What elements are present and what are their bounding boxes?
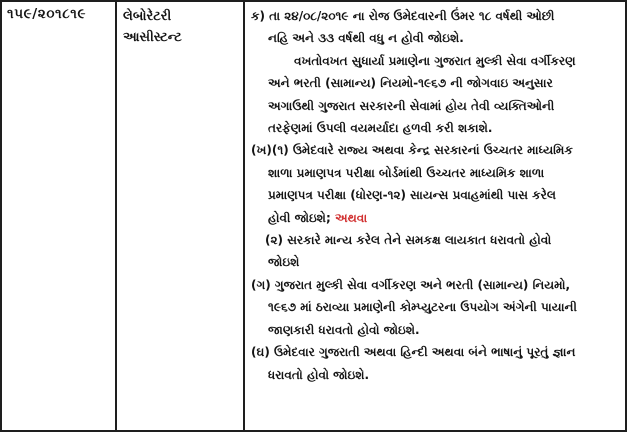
criterion-b1-line-3: પ્રમાણપત્ર પરીક્ષા (ધોરણ-૧૨) સાયન્સ પ્રવાહમાંથી પાસ કરેલ bbox=[268, 188, 556, 203]
eligibility-criteria-cell bbox=[244, 1, 626, 431]
criterion-a-line-3: વખતોવખત સુધાર્યા પ્રમાણેના ગુજરાત મુલ્કી સેવા વર્ગીકરણ bbox=[294, 53, 576, 68]
criterion-a-line-6: તરફેણમાં ઉપલી વયમર્યાદા હળવી કરી શકાશે. bbox=[268, 121, 493, 136]
criterion-a-line-1: ક) તા ૨૪/૦૮/૨૦૧૯ ના રોજ ઉમેદવારની ઉંમર ૧૮ વર્ષથી ઓછી bbox=[251, 9, 555, 23]
advertisement-number-cell bbox=[1, 1, 116, 431]
criterion-b1-line-4 bbox=[251, 207, 619, 229]
post-name-cell bbox=[116, 1, 244, 431]
criterion-b1-ending: હોવી જોઇશે; bbox=[268, 210, 331, 225]
or-highlight: અથવા bbox=[334, 210, 368, 225]
criterion-b1-line-2: શાળા પ્રમાણપત્ર પરીક્ષા બોર્ડમાંથી ઉચ્ચતર માધ્યમિક શાળા bbox=[268, 165, 545, 180]
criterion-d-line-2: ધરાવતો હોવો જોઇશે. bbox=[268, 367, 370, 382]
criterion-c-line-1: (ગ) ગુજરાત મુલ્કી સેવા વર્ગીકરણ અને ભરતી (સામાન્ય) નિયમો, bbox=[251, 277, 571, 292]
criterion-c-line-3: જાણકારી ધરાવતો હોવો જોઇશે. bbox=[268, 322, 420, 337]
table-row bbox=[1, 1, 626, 431]
criterion-a-line-2: નહિ અને ૩૩ વર્ષથી વધુ ન હોવી જોઇશે. bbox=[268, 31, 464, 46]
criterion-c-line-2: ૧૯૬૭ માં ઠરાવ્યા પ્રમાણેની કોમ્પ્યુટરના ઉપયોગ અંગેની પાયાની bbox=[268, 300, 577, 315]
advertisement-number: ૧૫૯/૨૦૧૮૧૯ bbox=[7, 6, 87, 22]
criterion-b2-line-2: જોઇશે bbox=[268, 255, 300, 270]
criterion-b2-line-1: (૨) સરકારે માન્ય કરેલ તેને સમકક્ષ લાયકાત ધરાવતો હોવો bbox=[265, 233, 552, 248]
post-name-line-1: લેબોરેટરી bbox=[123, 9, 172, 24]
post-name-line-2: આસીસ્ટન્ટ bbox=[123, 30, 182, 45]
criterion-a-line-5: અગાઉથી ગુજરાત સરકારની સેવામાં હોય તેવી વ્યક્તિઓની bbox=[268, 98, 555, 113]
criterion-a-line-4: અને ભરતી (સામાન્ય) નિયમો-૧૯૬૭ ની જોગવાઇ અનુસાર bbox=[268, 76, 553, 91]
criterion-d-line-1: (ઘ) ઉમેદવાર ગુજરાતી અથવા હિન્દી અથવા બંને ભાષાનું પૂરતું જ્ઞાન bbox=[251, 345, 576, 360]
criterion-b1-line-1: (ખ)(૧) ઉમેદવારે રાજ્ય અથવા કેન્દ્ર સરકારનાં ઉચ્ચતર માધ્યમિક bbox=[251, 143, 573, 158]
